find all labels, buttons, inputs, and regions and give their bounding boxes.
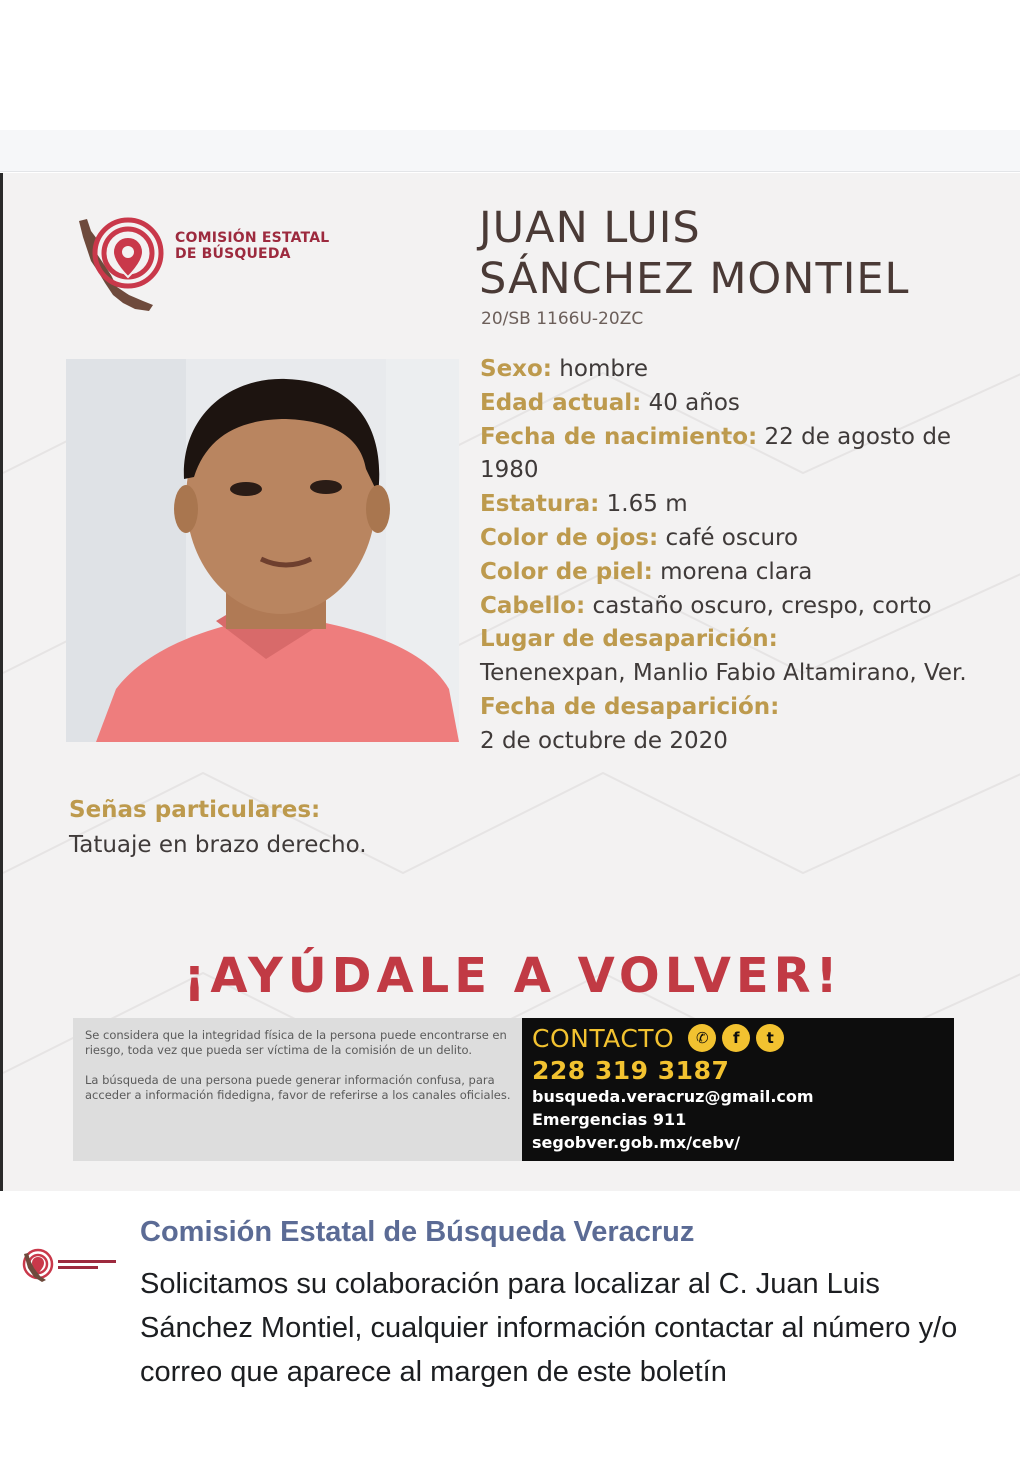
distinguishing-marks: Señas particulares: Tatuaje en brazo derecho. bbox=[69, 797, 367, 858]
logo-text: COMISIÓN ESTATAL DE BÚSQUEDA bbox=[175, 230, 330, 262]
field-piel: Color de piel: morena clara bbox=[480, 558, 813, 585]
feed-top-strip bbox=[0, 130, 1020, 172]
person-name: JUAN LUIS SÁNCHEZ MONTIEL bbox=[479, 203, 910, 304]
disclaimer-box: Se considera que la integridad física de la persona puede encontrarse en riesgo, toda vez que pueda ser víctima de la comisión de un delito. La búsqueda de una persona puede generar información confusa, para acceder a información fidedigna, favor de referirse a los canales oficiales. bbox=[73, 1018, 523, 1161]
missing-person-poster[interactable] bbox=[0, 173, 1020, 1191]
contact-email: busqueda.veracruz@gmail.com bbox=[532, 1087, 814, 1106]
field-ojos: Color de ojos: café oscuro bbox=[480, 524, 799, 551]
post-author-link[interactable]: Comisión Estatal de Búsqueda Veracruz bbox=[140, 1216, 695, 1248]
social-icons bbox=[688, 1024, 790, 1052]
post-text: Solicitamos su colaboración para localizar al C. Juan Luis Sánchez Montiel, cualquier información contactar al número y/o correo que aparece al margen de este boletín bbox=[140, 1268, 958, 1388]
top-blank-area bbox=[0, 0, 1020, 130]
facebook-icon: f bbox=[722, 1024, 750, 1052]
person-details bbox=[480, 353, 1015, 759]
call-to-action: ¡AYÚDALE A VOLVER! bbox=[183, 948, 843, 1004]
social-post bbox=[0, 1192, 1020, 1459]
person-photo-illustration bbox=[66, 359, 459, 742]
contact-emergency: Emergencias 911 bbox=[532, 1110, 687, 1129]
twitter-icon: t bbox=[756, 1024, 784, 1052]
field-fecha-desaparicion: Fecha de desaparición: 2 de octubre de 2020 bbox=[480, 693, 780, 754]
field-lugar: Lugar de desaparición: Tenenexpan, Manlio Fabio Altamirano, Ver. bbox=[480, 626, 967, 687]
field-edad: Edad actual: 40 años bbox=[480, 389, 740, 416]
field-sexo: Sexo: hombre bbox=[480, 356, 649, 382]
veracruz-map-location-logo bbox=[73, 213, 173, 317]
case-folio: 20/SB 1166U-20ZC bbox=[481, 309, 644, 329]
field-cabello: Cabello: castaño oscuro, crespo, corto bbox=[480, 592, 932, 619]
whatsapp-icon: ✆ bbox=[688, 1024, 716, 1052]
contact-box bbox=[522, 1018, 954, 1161]
person-photo[interactable] bbox=[66, 359, 459, 742]
field-estatura: Estatura: 1.65 m bbox=[480, 491, 688, 518]
contact-website: segobver.gob.mx/cebv/ bbox=[532, 1133, 741, 1152]
contact-title: CONTACTO bbox=[532, 1023, 675, 1053]
author-avatar-logo[interactable] bbox=[20, 1244, 120, 1284]
field-nacimiento: Fecha de nacimiento: 22 de agosto de 1980 bbox=[480, 423, 952, 484]
contact-phone: 228 319 3187 bbox=[532, 1056, 730, 1085]
